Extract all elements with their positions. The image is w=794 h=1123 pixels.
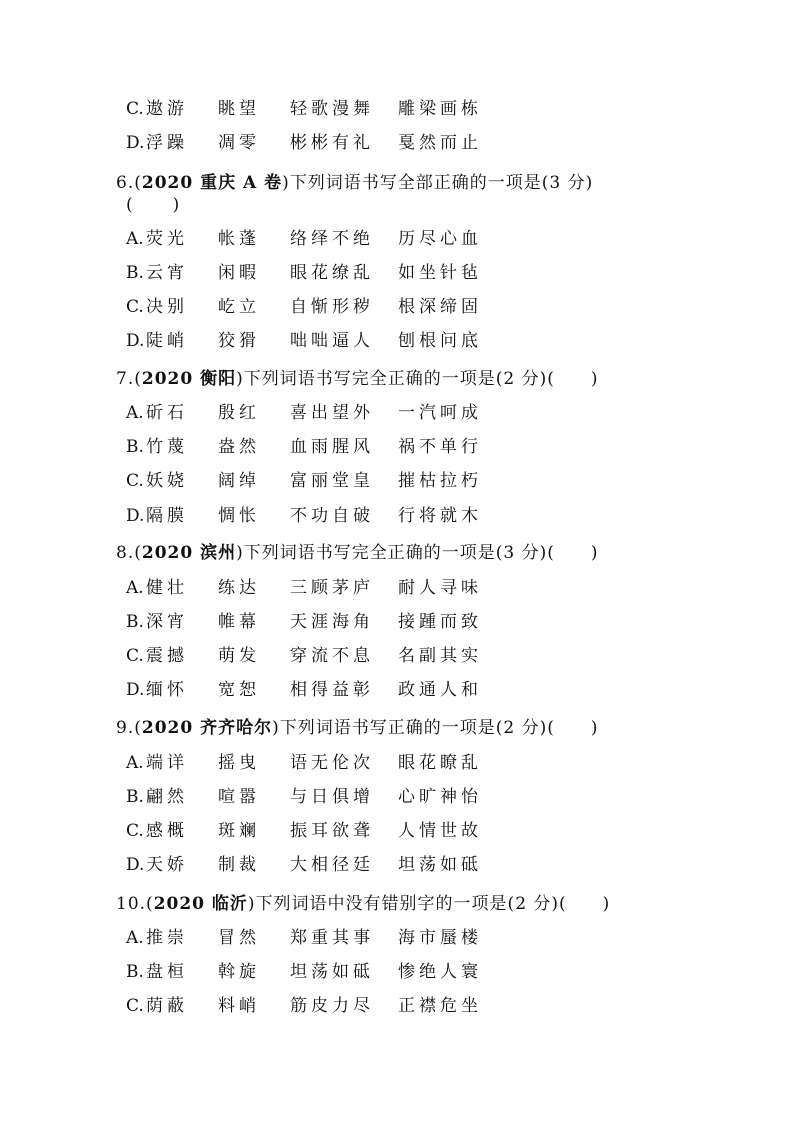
question-stem <box>0 891 794 917</box>
question-number: 6. <box>116 173 135 193</box>
option-word: 穿流不息 <box>290 646 374 666</box>
option-word: 相得益彰 <box>290 680 374 700</box>
option-word: 浮躁 <box>146 133 188 153</box>
option-word: 阔绰 <box>218 471 260 491</box>
option-label: D. <box>126 855 145 875</box>
option-word: 决别 <box>146 297 188 317</box>
option-line <box>0 609 794 635</box>
option-word: 郑重其事 <box>290 928 374 948</box>
option-line <box>0 993 794 1019</box>
option-word: 富丽堂皇 <box>290 471 374 491</box>
question-source: 2020 临沂 <box>153 894 248 914</box>
option-label: B. <box>126 787 144 807</box>
option-label: D. <box>126 133 145 153</box>
source-close-paren: ) <box>272 718 280 738</box>
option-label: A. <box>126 229 144 249</box>
option-word: 缅怀 <box>146 680 188 700</box>
option-word: 狡猾 <box>218 331 260 351</box>
question-source: 2020 衡阳 <box>141 369 237 389</box>
option-line <box>0 400 794 426</box>
option-word: 荧光 <box>146 229 188 249</box>
option-line <box>0 852 794 878</box>
option-word: 翩然 <box>146 787 188 807</box>
question-number: 9. <box>116 718 135 738</box>
option-word: 推崇 <box>146 928 188 948</box>
source-close-paren: ) <box>236 369 244 389</box>
option-label: D. <box>126 506 145 526</box>
option-word: 眼花瞭乱 <box>398 753 482 773</box>
option-word: 接踵而致 <box>398 612 482 632</box>
option-word: 不功自破 <box>290 506 374 526</box>
option-word: 政通人和 <box>398 680 482 700</box>
question-stem <box>0 715 794 741</box>
option-word: 端详 <box>146 753 188 773</box>
question-source: 2020 滨州 <box>141 543 237 563</box>
option-label: C. <box>126 297 144 317</box>
option-word: 宽恕 <box>218 680 260 700</box>
option-line <box>0 226 794 252</box>
option-word: 盘桓 <box>146 962 188 982</box>
option-word: 天涯海角 <box>290 612 374 632</box>
option-word: 眺望 <box>218 99 260 119</box>
option-word: 如坐针毡 <box>398 263 482 283</box>
option-word: 心旷神怡 <box>398 787 482 807</box>
option-word: 海市蜃楼 <box>398 928 482 948</box>
option-word: 制裁 <box>218 855 260 875</box>
option-word: 语无伦次 <box>290 753 374 773</box>
option-label: A. <box>126 403 144 423</box>
option-word: 坦荡如砥 <box>290 962 374 982</box>
option-word: 轻歌漫舞 <box>290 99 374 119</box>
source-open-paren: ( <box>134 718 142 738</box>
option-label: C. <box>126 646 144 666</box>
option-word: 盎然 <box>218 437 260 457</box>
option-line <box>0 575 794 601</box>
source-open-paren: ( <box>146 894 154 914</box>
option-word: 深宵 <box>146 612 188 632</box>
source-close-paren: ) <box>236 543 244 563</box>
option-word: 喜出望外 <box>290 403 374 423</box>
option-word: 雕梁画栋 <box>398 99 482 119</box>
option-line <box>0 294 794 320</box>
question-source: 2020 重庆 A 卷 <box>141 173 283 193</box>
option-word: 行将就木 <box>398 506 482 526</box>
option-line <box>0 328 794 354</box>
option-word: 眼花缭乱 <box>290 263 374 283</box>
option-word: 惆怅 <box>218 506 260 526</box>
option-line <box>0 260 794 286</box>
option-word: 一汽呵成 <box>398 403 482 423</box>
option-word: 斑斓 <box>218 821 260 841</box>
option-label: B. <box>126 263 144 283</box>
option-line <box>0 468 794 494</box>
source-open-paren: ( <box>134 173 142 193</box>
question-number: 7. <box>116 369 135 389</box>
question-prompt: 下列词语书写完全正确的一项是(2 分)( ) <box>243 369 599 389</box>
option-label: D. <box>126 331 145 351</box>
option-line <box>0 677 794 703</box>
option-word: 耐人寻味 <box>398 578 482 598</box>
option-word: 历尽心血 <box>398 229 482 249</box>
option-line <box>0 434 794 460</box>
option-word: 祸不单行 <box>398 437 482 457</box>
option-word: 荫蔽 <box>146 996 188 1016</box>
option-label: B. <box>126 612 144 632</box>
option-word: 三顾茅庐 <box>290 578 374 598</box>
option-word: 正襟危坐 <box>398 996 482 1016</box>
question-number: 8. <box>116 543 135 563</box>
option-word: 筋皮力尽 <box>290 996 374 1016</box>
option-word: 惨绝人寰 <box>398 962 482 982</box>
option-word: 振耳欲聋 <box>290 821 374 841</box>
option-line <box>0 130 794 156</box>
option-label: B. <box>126 437 144 457</box>
option-word: 络绎不绝 <box>290 229 374 249</box>
source-close-paren: ) <box>282 173 290 193</box>
option-word: 遨游 <box>146 99 188 119</box>
question-stem <box>0 366 794 392</box>
option-word: 摇曳 <box>218 753 260 773</box>
option-word: 天娇 <box>146 855 188 875</box>
option-word: 与日俱增 <box>290 787 374 807</box>
option-label: A. <box>126 928 144 948</box>
option-line <box>0 959 794 985</box>
question-prompt: 下列词语书写完全正确的一项是(3 分)( ) <box>243 543 599 563</box>
option-word: 戛然而止 <box>398 133 482 153</box>
option-word: 自惭形秽 <box>290 297 374 317</box>
option-label: A. <box>126 753 144 773</box>
option-word: 殷红 <box>218 403 260 423</box>
answer-line <box>0 192 794 218</box>
option-label: B. <box>126 962 144 982</box>
option-word: 帐蓬 <box>218 229 260 249</box>
option-word: 练达 <box>218 578 260 598</box>
option-line <box>0 503 794 529</box>
option-label: C. <box>126 996 144 1016</box>
question-number: 10. <box>116 894 147 914</box>
option-word: 根深缔固 <box>398 297 482 317</box>
option-word: 健壮 <box>146 578 188 598</box>
option-word: 坦荡如砥 <box>398 855 482 875</box>
option-label: C. <box>126 821 144 841</box>
answer-blank: ( ) <box>126 195 182 215</box>
option-word: 大相径廷 <box>290 855 374 875</box>
option-word: 云宵 <box>146 263 188 283</box>
option-word: 感概 <box>146 821 188 841</box>
option-word: 料峭 <box>218 996 260 1016</box>
option-line <box>0 818 794 844</box>
question-stem <box>0 540 794 566</box>
option-word: 帷幕 <box>218 612 260 632</box>
option-word: 闲暇 <box>218 263 260 283</box>
option-word: 竹蔑 <box>146 437 188 457</box>
option-word: 陡峭 <box>146 331 188 351</box>
option-word: 摧枯拉朽 <box>398 471 482 491</box>
source-close-paren: ) <box>247 894 256 914</box>
option-line <box>0 750 794 776</box>
option-word: 彬彬有礼 <box>290 133 374 153</box>
source-open-paren: ( <box>134 369 142 389</box>
option-word: 血雨腥风 <box>290 437 374 457</box>
option-word: 隔膜 <box>146 506 188 526</box>
option-line <box>0 925 794 951</box>
option-word: 屹立 <box>218 297 260 317</box>
question-prompt: 下列词语中没有错别字的一项是(2 分)( ) <box>255 894 611 914</box>
option-word: 震撼 <box>146 646 188 666</box>
option-word: 萌发 <box>218 646 260 666</box>
option-word: 刨根问底 <box>398 331 482 351</box>
option-word: 名副其实 <box>398 646 482 666</box>
option-line <box>0 784 794 810</box>
question-source: 2020 齐齐哈尔 <box>141 718 273 738</box>
source-open-paren: ( <box>134 543 142 563</box>
option-word: 妖娆 <box>146 471 188 491</box>
option-word: 咄咄逼人 <box>290 331 374 351</box>
option-word: 冒然 <box>218 928 260 948</box>
option-line <box>0 96 794 122</box>
question-prompt: 下列词语书写正确的一项是(2 分)( ) <box>279 718 599 738</box>
option-label: A. <box>126 578 144 598</box>
option-word: 人情世故 <box>398 821 482 841</box>
question-prompt: 下列词语书写全部正确的一项是(3 分) <box>289 173 594 193</box>
option-line <box>0 643 794 669</box>
option-label: C. <box>126 471 144 491</box>
option-label: C. <box>126 99 144 119</box>
option-word: 斫石 <box>146 403 188 423</box>
option-word: 凋零 <box>218 133 260 153</box>
option-label: D. <box>126 680 145 700</box>
option-word: 喧嚣 <box>218 787 260 807</box>
option-word: 斡旋 <box>218 962 260 982</box>
